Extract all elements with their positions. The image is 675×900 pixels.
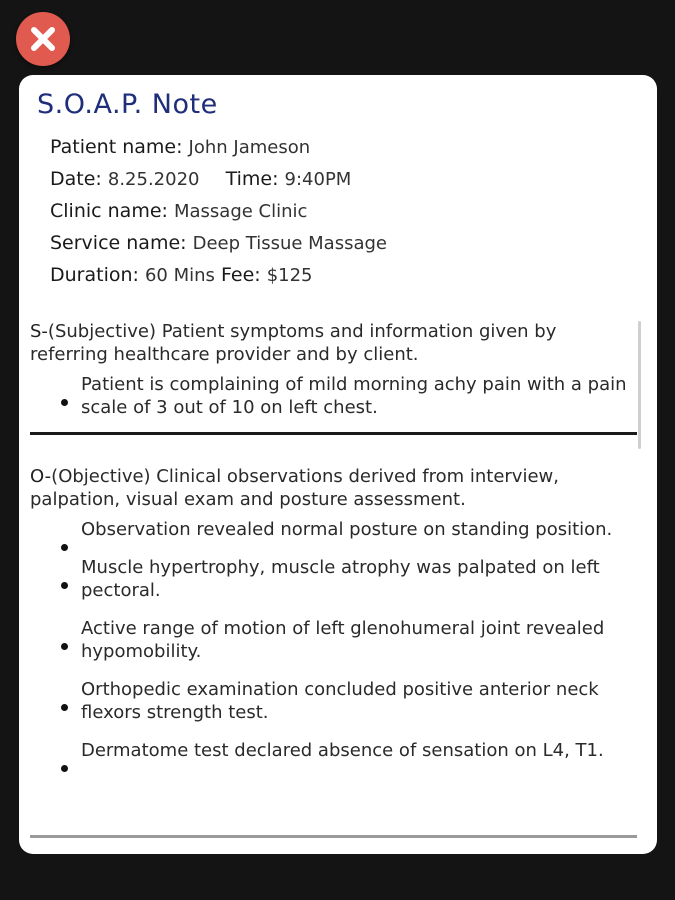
subjective-heading — [30, 320, 635, 366]
list-item — [30, 739, 635, 762]
list-item-text: Dermatome test declared absence of sensation on L4, T1. — [81, 740, 604, 761]
objective-letter: O- — [30, 466, 52, 487]
fee-value: $125 — [266, 265, 313, 286]
patient-info — [50, 131, 630, 291]
date-label: Date: — [50, 168, 102, 190]
service-label: Service name: — [50, 232, 187, 254]
list-item-text: Observation revealed normal posture on standing position. — [81, 519, 613, 540]
fee-label: Fee: — [220, 264, 261, 286]
date-value: 8.25.2020 — [107, 169, 200, 190]
list-item — [30, 373, 635, 419]
objective-heading — [30, 465, 635, 511]
bullet-icon — [61, 544, 68, 551]
subjective-section — [30, 320, 635, 434]
duration-value: 60 Mins — [144, 265, 215, 286]
subjective-list — [30, 373, 635, 419]
bullet-icon — [61, 704, 68, 711]
patient-name-value: John Jameson — [188, 137, 311, 158]
note-title: S.O.A.P. Note — [37, 89, 218, 120]
close-icon — [28, 24, 58, 54]
list-item — [30, 556, 635, 602]
objective-section — [30, 465, 635, 777]
list-item — [30, 518, 635, 541]
service-row — [50, 227, 630, 259]
patient-name-row — [50, 131, 630, 163]
clinic-label: Clinic name: — [50, 200, 168, 222]
duration-fee-row — [50, 259, 630, 291]
subjective-letter: S- — [30, 321, 48, 342]
objective-list — [30, 518, 635, 762]
time-label: Time: — [225, 168, 279, 190]
list-item-text: Muscle hypertrophy, muscle atrophy was palpated on left pectoral. — [81, 557, 600, 601]
subjective-heading-text: (Subjective) Patient symptoms and information given by referring healthcare provider and by client. — [30, 321, 557, 365]
objective-heading-text: (Objective) Clinical observations derived from interview, palpation, visual exam and posture assessment. — [30, 466, 559, 510]
bullet-icon — [61, 399, 68, 406]
service-value: Deep Tissue Massage — [192, 233, 387, 254]
scrollbar[interactable] — [638, 321, 641, 449]
close-button[interactable] — [16, 12, 70, 66]
clinic-value: Massage Clinic — [173, 201, 308, 222]
time-value: 9:40PM — [284, 169, 352, 190]
list-item — [30, 617, 635, 663]
list-item-text: Orthopedic examination concluded positive anterior neck flexors strength test. — [81, 679, 599, 723]
soap-note-card — [19, 75, 657, 854]
bullet-icon — [61, 765, 68, 772]
list-item-text: Patient is complaining of mild morning achy pain with a pain scale of 3 out of 10 on left chest. — [81, 374, 627, 418]
clinic-row — [50, 195, 630, 227]
section-divider — [30, 432, 637, 435]
bullet-icon — [61, 643, 68, 650]
list-item — [30, 678, 635, 724]
bullet-icon — [61, 582, 68, 589]
duration-label: Duration: — [50, 264, 139, 286]
date-time-row — [50, 163, 630, 195]
bottom-divider — [30, 835, 637, 838]
list-item-text: Active range of motion of left glenohumeral joint revealed hypomobility. — [81, 618, 605, 662]
patient-name-label: Patient name: — [50, 136, 183, 158]
